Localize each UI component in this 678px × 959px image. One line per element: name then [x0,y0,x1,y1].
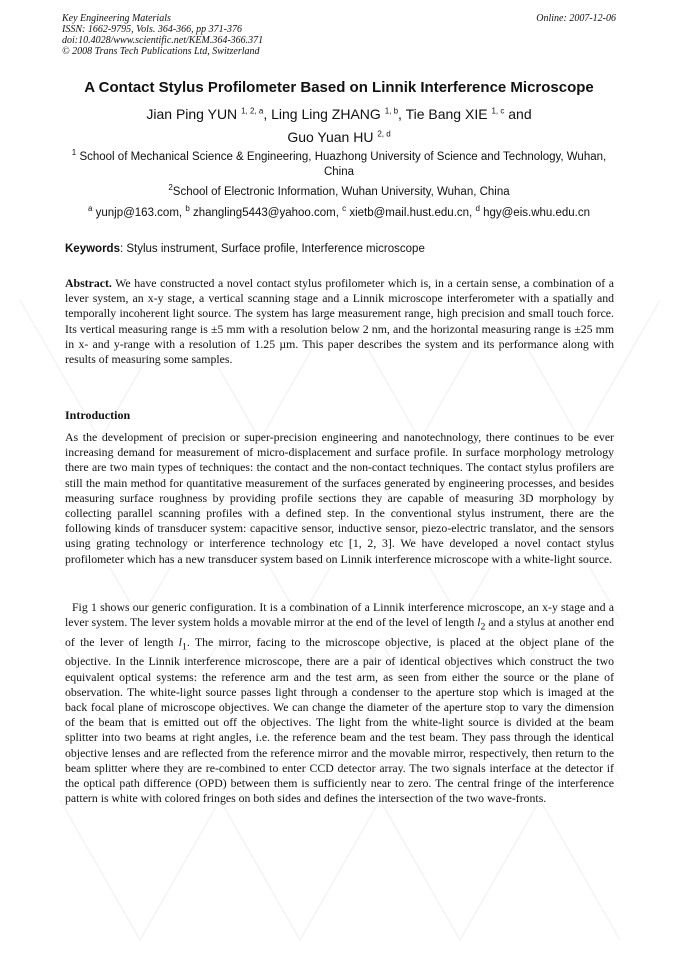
email-link[interactable]: xietb@mail.hust.edu.cn, [349,207,473,219]
email-mark: c [342,204,347,214]
variable-subscript: 1 [181,641,187,653]
paper-title: A Contact Stylus Profilometer Based on Linnik Interference Microscope [84,79,594,96]
affiliation-text: School of Electronic Information, Wuhan University, Wuhan, China [172,186,510,198]
abstract [65,276,614,367]
online-date: Online: 2007-12-06 [536,13,616,24]
paragraph-text: and a stylus at another end of the lever of length [65,615,614,649]
author-name: Ling Ling ZHANG [271,106,381,122]
author-affiliation-mark: 2, d [377,129,391,139]
author-affiliation-mark: 1, c [491,106,505,116]
email-mark: a [87,204,93,214]
author-emails [50,206,628,221]
journal-header [62,13,616,57]
variable-subscript: 2 [480,621,486,633]
author-name: Tie Bang XIE [405,106,488,122]
paragraph-text: . The mirror, facing to the microscope objective, is placed at the object plane of the objective. In the Linnik interference microscope, there are a pair of identical objectives which construct the two equivalent optical systems: the reference arm and the test arm, as seen from either the source or the plane of observation. The white-light source passes light through a condenser to the aperture stop which is imaged at the back focal plane of microscope objectives. We can change the diameter of the aperture stop to vary the dimension of the beam that is emitted out off the objectives. The light from the white-light source is divided at the beam splitter into two beams at right angles, i.e. the reference beam and the test beam. They pass through the identical objective lenses and are reflected from the reference mirror and the movable mirror, respectively, then return to the beam splitter where they are re-combined to enter CCD detector array. The two signals interface at the detector if the optical path difference (OPD) between them is sufficiently near to zero. The central fringe of the interference pattern is white with colored fringes on both sides and defines the intersection of the two wave-fronts. [65,634,614,806]
abstract-label: Abstract. [65,276,112,290]
email-link[interactable]: hgy@eis.whu.edu.cn [483,207,591,219]
affiliation-mark: 2 [168,183,173,193]
email-link[interactable]: zhangling5443@yahoo.com, [192,207,339,219]
section-heading-introduction: Introduction [65,408,131,422]
keywords-label: Keywords [65,243,120,255]
variable-l: l [477,615,481,630]
email-link[interactable]: yunjp@163.com, [95,207,183,219]
author-name: Guo Yuan HU [287,129,374,145]
email-mark: d [475,204,480,214]
journal-name: Key Engineering Materials [62,13,171,24]
introduction-paragraph-2 [65,600,614,806]
author-name: Jian Ping YUN [146,106,238,122]
introduction-paragraph-1: As the development of precision or super-precision engineering and nanotechnology, there continues to be ever increasing demand for measurement of micro-displacement and surface profile. In surface morphology metrology there are two main types of techniques: the contact and the non-contact techniques. The contact stylus profilers are still the main method for quantitative measurement of the surfaces generated by engineering processes, and besides measuring surface roughness by providing profile sections they are capable of measuring 3D morphology by collecting parallel scanning profiles with a defined step. In the conventional stylus instrument, there are the following kinds of transducer system: capacitive sensor, inductive sensor, piezo-electric translator, and the sensors using grating technology or interference technology etc [1, 2, 3]. We have developed a novel contact stylus profilometer which has a new transducer system based on Linnik interference microscope with a white-light source. [65,430,614,566]
journal-doi[interactable]: doi:10.4028/www.scientific.net/KEM.364-366.371 [62,35,264,46]
abstract-text: We have constructed a novel contact stylus profilometer which is, in a certain sense, a combination of a lever system, an x-y stage, a vertical scanning stage and a Linnik microscope interferometer with a spatially and temporally incoherent light source. The system has large measurement range, high precision and small touch force. Its vertical measuring range is ±5 mm with a resolution below 2 nm, and the horizontal measuring range is ±25 mm in x- and y-range with a resolution of 1.25 µm. This paper describes the system and its performance along with results of measuring some samples. [65,276,614,367]
affiliation-mark: 1 [71,148,77,158]
paragraph-text: Fig 1 shows our generic configuration. It is a combination of a Linnik interference microscope, an x-y stage and a lever system. The lever system holds a movable mirror at the end of the level of length [65,600,614,630]
journal-copyright: © 2008 Trans Tech Publications Ltd, Switzerland [62,46,260,57]
journal-issn: ISSN: 1662-9795, Vols. 364-366, pp 371-376 [62,24,242,35]
author-list: Jian Ping YUN $^{1, 2, a}$, Ling Ling ZHANG $^{1, b}$, Tie Bang XIE $^{1, c}$ and Guo Yuan HU $^{2, d}$ [146,106,532,145]
author-affiliation-mark: 1, 2, a [241,106,264,116]
affiliation-2 [62,185,616,200]
affiliation-text: School of Mechanical Science & Engineering, Huazhong University of Science and Technology, Wuhan, China [79,151,607,178]
email-mark: b [185,204,190,214]
author-conjunction: and [508,106,532,122]
variable-l: l [178,634,182,649]
author-affiliation-mark: 1, b [384,106,399,116]
affiliation-1 [62,150,616,180]
keywords-text: : Stylus instrument, Surface profile, Interference microscope [119,243,425,255]
keywords [65,242,617,257]
